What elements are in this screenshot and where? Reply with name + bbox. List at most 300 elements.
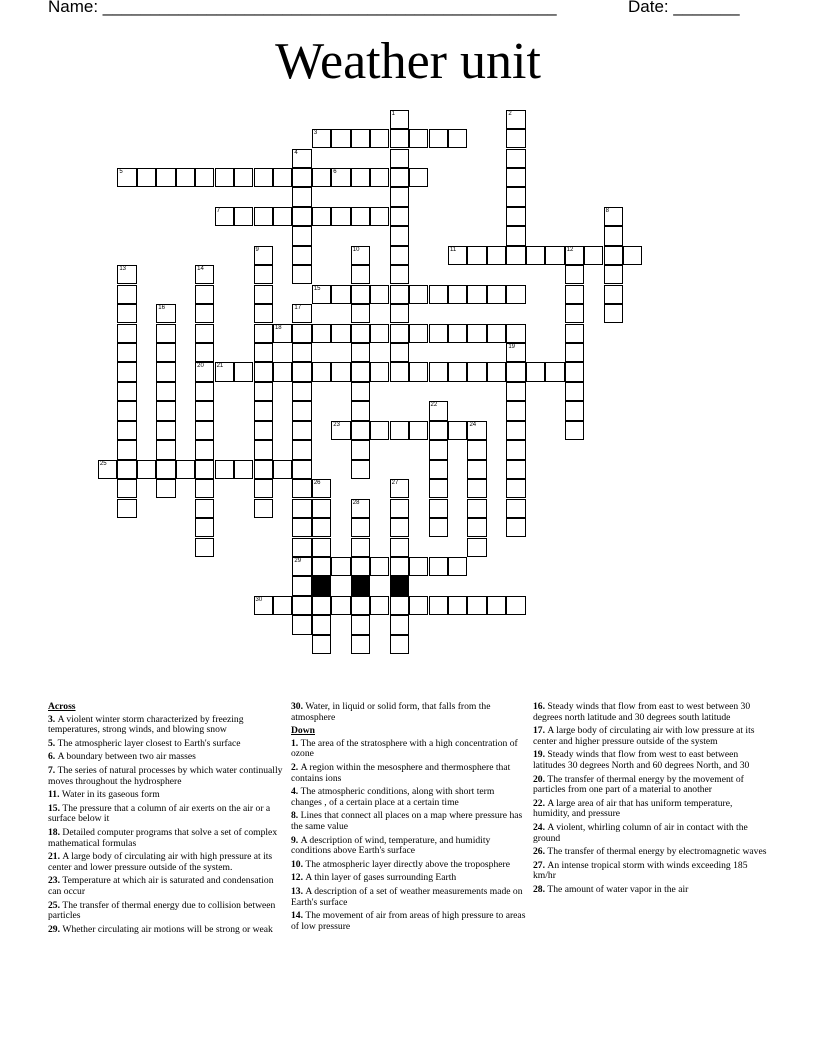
crossword-cell[interactable] — [506, 421, 525, 440]
crossword-cell[interactable] — [506, 479, 525, 498]
crossword-cell[interactable] — [604, 226, 623, 245]
crossword-cell[interactable] — [448, 129, 467, 148]
crossword-cell[interactable] — [429, 557, 448, 576]
crossword-cell[interactable] — [506, 362, 525, 381]
crossword-cell[interactable] — [117, 460, 136, 479]
crossword-cell[interactable] — [215, 207, 234, 226]
crossword-cell[interactable] — [506, 460, 525, 479]
crossword-cell[interactable] — [351, 304, 370, 323]
crossword-cell[interactable] — [195, 538, 214, 557]
down-clue — [291, 873, 527, 884]
black-square — [351, 576, 370, 595]
crossword-cell[interactable] — [117, 499, 136, 518]
across-clue — [48, 901, 284, 922]
crossword-cell[interactable] — [292, 518, 311, 537]
down-clue — [533, 750, 769, 771]
crossword-cell[interactable] — [215, 168, 234, 187]
crossword-cell[interactable] — [254, 304, 273, 323]
crossword-cell[interactable] — [195, 401, 214, 420]
clue-number-label: 21. — [48, 851, 63, 863]
clue-number-label: 24. — [533, 821, 548, 833]
clue-text: Lines that connect all places on a map where pressure has the same value — [291, 810, 523, 832]
crossword-cell[interactable] — [195, 265, 214, 284]
crossword-cell[interactable] — [506, 518, 525, 537]
crossword-cell[interactable] — [390, 479, 409, 498]
crossword-cell[interactable] — [506, 246, 525, 265]
crossword-cell[interactable] — [331, 285, 350, 304]
crossword-cell[interactable] — [254, 362, 273, 381]
crossword-cell[interactable] — [506, 596, 525, 615]
crossword-cell[interactable] — [390, 187, 409, 206]
crossword-cell[interactable] — [506, 285, 525, 304]
crossword-cell[interactable] — [117, 343, 136, 362]
clue-number: 13 — [119, 266, 127, 273]
crossword-cell[interactable] — [409, 557, 428, 576]
crossword-cell[interactable] — [429, 362, 448, 381]
crossword-cell[interactable] — [234, 362, 253, 381]
crossword-cell[interactable] — [506, 168, 525, 187]
crossword-cell[interactable] — [156, 362, 175, 381]
crossword-cell[interactable] — [156, 382, 175, 401]
crossword-cell[interactable] — [448, 557, 467, 576]
name-field[interactable]: Name: ________________________________________________ — [48, 0, 557, 16]
crossword-cell[interactable] — [117, 440, 136, 459]
crossword-cell[interactable] — [467, 499, 486, 518]
clue-number-label: 25. — [48, 899, 63, 911]
crossword-cell[interactable] — [429, 421, 448, 440]
crossword-cell[interactable] — [409, 129, 428, 148]
down-clue — [533, 823, 769, 844]
crossword-cell[interactable] — [390, 207, 409, 226]
crossword-cell[interactable] — [195, 304, 214, 323]
crossword-cell[interactable] — [117, 382, 136, 401]
crossword-cell[interactable] — [604, 304, 623, 323]
crossword-cell[interactable] — [195, 285, 214, 304]
crossword-cell[interactable] — [409, 324, 428, 343]
crossword-cell[interactable] — [156, 168, 175, 187]
crossword-cell[interactable] — [565, 304, 584, 323]
crossword-cell[interactable] — [604, 246, 623, 265]
clue-text: A large body of circulating air with high pressure at its center and lower pressure outside of the system. — [48, 851, 273, 873]
crossword-cell[interactable] — [292, 324, 311, 343]
clue-number-label: 2. — [291, 761, 301, 773]
crossword-cell[interactable] — [351, 362, 370, 381]
crossword-cell[interactable] — [409, 596, 428, 615]
crossword-cell[interactable] — [390, 343, 409, 362]
crossword-cell[interactable] — [429, 460, 448, 479]
crossword-cell[interactable] — [487, 362, 506, 381]
crossword-cell[interactable] — [195, 518, 214, 537]
crossword-cell[interactable] — [429, 479, 448, 498]
crossword-cell[interactable] — [176, 168, 195, 187]
crossword-cell[interactable] — [312, 499, 331, 518]
crossword-cell[interactable] — [467, 440, 486, 459]
crossword-cell[interactable] — [390, 538, 409, 557]
crossword-cell[interactable] — [409, 421, 428, 440]
crossword-cell[interactable] — [331, 168, 350, 187]
crossword-cell[interactable] — [467, 285, 486, 304]
crossword-cell[interactable] — [506, 499, 525, 518]
crossword-cell[interactable] — [487, 246, 506, 265]
crossword-cell[interactable] — [351, 343, 370, 362]
crossword-cell[interactable] — [604, 285, 623, 304]
crossword-cell[interactable] — [448, 362, 467, 381]
crossword-cell[interactable] — [448, 246, 467, 265]
clue-number-label: 12. — [291, 872, 306, 884]
crossword-cell[interactable] — [195, 362, 214, 381]
crossword-cell[interactable] — [195, 324, 214, 343]
crossword-cell[interactable] — [390, 324, 409, 343]
crossword-cell[interactable] — [429, 285, 448, 304]
crossword-cell[interactable] — [487, 596, 506, 615]
crossword-cell[interactable] — [273, 324, 292, 343]
crossword-cell[interactable] — [273, 207, 292, 226]
crossword-cell[interactable] — [487, 324, 506, 343]
crossword-cell[interactable] — [351, 499, 370, 518]
crossword-cell[interactable] — [390, 304, 409, 323]
clue-number-label: 28. — [533, 883, 548, 895]
crossword-cell[interactable] — [254, 246, 273, 265]
crossword-cell[interactable] — [234, 207, 253, 226]
crossword-cell[interactable] — [429, 129, 448, 148]
crossword-cell[interactable] — [448, 285, 467, 304]
crossword-cell[interactable] — [506, 440, 525, 459]
crossword-cell[interactable] — [370, 362, 389, 381]
crossword-cell[interactable] — [506, 226, 525, 245]
crossword-cell[interactable] — [117, 285, 136, 304]
crossword-cell[interactable] — [487, 285, 506, 304]
crossword-cell[interactable] — [156, 460, 175, 479]
crossword-cell[interactable] — [565, 362, 584, 381]
crossword-cell[interactable] — [506, 207, 525, 226]
crossword-cell[interactable] — [390, 110, 409, 129]
crossword-cell[interactable] — [467, 324, 486, 343]
crossword-cell[interactable] — [292, 615, 311, 634]
crossword-cell[interactable] — [312, 615, 331, 634]
crossword-cell[interactable] — [117, 401, 136, 420]
crossword-cell[interactable] — [312, 285, 331, 304]
crossword-cell[interactable] — [370, 129, 389, 148]
crossword-cell[interactable] — [292, 304, 311, 323]
crossword-cell[interactable] — [292, 479, 311, 498]
crossword-cell[interactable] — [215, 460, 234, 479]
crossword-cell[interactable] — [390, 265, 409, 284]
crossword-cell[interactable] — [351, 440, 370, 459]
crossword-cell[interactable] — [526, 362, 545, 381]
crossword-cell[interactable] — [351, 324, 370, 343]
crossword-cell[interactable] — [292, 382, 311, 401]
crossword-cell[interactable] — [409, 168, 428, 187]
crossword-cell[interactable] — [467, 479, 486, 498]
crossword-cell[interactable] — [506, 382, 525, 401]
crossword-cell[interactable] — [351, 596, 370, 615]
crossword-cell[interactable] — [195, 168, 214, 187]
crossword-cell[interactable] — [312, 129, 331, 148]
crossword-cell[interactable] — [312, 362, 331, 381]
crossword-cell[interactable] — [506, 149, 525, 168]
clue-text: A description of a set of weather measurements made on Earth's surface — [291, 885, 523, 908]
clue-number: 19 — [508, 344, 516, 350]
crossword-cell[interactable] — [390, 499, 409, 518]
crossword-cell[interactable] — [137, 460, 156, 479]
crossword-cell[interactable] — [312, 557, 331, 576]
crossword-cell[interactable] — [351, 168, 370, 187]
crossword-cell[interactable] — [292, 246, 311, 265]
crossword-cell[interactable] — [292, 343, 311, 362]
crossword-cell[interactable] — [312, 324, 331, 343]
crossword-cell[interactable] — [409, 285, 428, 304]
crossword-cell[interactable] — [156, 440, 175, 459]
crossword-cell[interactable] — [137, 168, 156, 187]
crossword-cell[interactable] — [565, 382, 584, 401]
crossword-cell[interactable] — [292, 265, 311, 284]
crossword-cell[interactable] — [370, 596, 389, 615]
crossword-cell[interactable] — [292, 149, 311, 168]
crossword-cell[interactable] — [429, 596, 448, 615]
crossword-cell[interactable] — [117, 168, 136, 187]
crossword-cell[interactable] — [390, 615, 409, 634]
crossword-cell[interactable] — [390, 246, 409, 265]
crossword-cell[interactable] — [565, 246, 584, 265]
crossword-cell[interactable] — [292, 596, 311, 615]
crossword-cell[interactable] — [254, 382, 273, 401]
clue-text: The transfer of thermal energy by electromagnetic waves — [547, 846, 767, 858]
crossword-cell[interactable] — [292, 538, 311, 557]
crossword-cell[interactable] — [254, 401, 273, 420]
crossword-cell[interactable] — [292, 576, 311, 595]
crossword-cell[interactable] — [156, 343, 175, 362]
crossword-cell[interactable] — [195, 421, 214, 440]
crossword-cell[interactable] — [351, 460, 370, 479]
crossword-cell[interactable] — [390, 129, 409, 148]
crossword-cell[interactable] — [429, 499, 448, 518]
crossword-cell[interactable] — [565, 265, 584, 284]
crossword-cell[interactable] — [390, 149, 409, 168]
crossword-cell[interactable] — [312, 635, 331, 654]
crossword-cell[interactable] — [292, 187, 311, 206]
crossword-cell[interactable] — [545, 246, 564, 265]
crossword-cell[interactable] — [604, 265, 623, 284]
crossword-cell[interactable] — [117, 421, 136, 440]
crossword-cell[interactable] — [370, 421, 389, 440]
clue-number: 21 — [216, 363, 224, 370]
crossword-cell[interactable] — [526, 246, 545, 265]
crossword-cell[interactable] — [390, 421, 409, 440]
crossword-cell[interactable] — [195, 343, 214, 362]
crossword-cell[interactable] — [254, 460, 273, 479]
crossword-cell[interactable] — [215, 362, 234, 381]
crossword-cell[interactable] — [117, 362, 136, 381]
crossword-cell[interactable] — [506, 110, 525, 129]
crossword-cell[interactable] — [390, 596, 409, 615]
crossword-cell[interactable] — [312, 479, 331, 498]
crossword-cell[interactable] — [331, 557, 350, 576]
crossword-cell[interactable] — [545, 362, 564, 381]
clue-number: 30 — [255, 596, 263, 603]
crossword-cell[interactable] — [448, 596, 467, 615]
crossword-cell[interactable] — [156, 304, 175, 323]
crossword-cell[interactable] — [98, 460, 117, 479]
clue-text: The atmospheric conditions, along with short term changes , of a certain place at a certain time — [291, 786, 495, 808]
crossword-cell[interactable] — [370, 324, 389, 343]
crossword-cell[interactable] — [292, 207, 311, 226]
crossword-cell[interactable] — [254, 285, 273, 304]
crossword-cell[interactable] — [506, 129, 525, 148]
crossword-cell[interactable] — [195, 382, 214, 401]
crossword-cell[interactable] — [351, 265, 370, 284]
crossword-cell[interactable] — [254, 440, 273, 459]
crossword-cell[interactable] — [351, 246, 370, 265]
crossword-cell[interactable] — [117, 304, 136, 323]
clue-number: 29 — [294, 557, 302, 564]
crossword-cell[interactable] — [467, 362, 486, 381]
crossword-cell[interactable] — [254, 499, 273, 518]
crossword-cell[interactable] — [254, 479, 273, 498]
crossword-cell[interactable] — [331, 324, 350, 343]
crossword-cell[interactable] — [390, 518, 409, 537]
crossword-cell[interactable] — [467, 538, 486, 557]
crossword-cell[interactable] — [254, 421, 273, 440]
crossword-cell[interactable] — [292, 362, 311, 381]
date-field[interactable]: Date: _______ — [628, 0, 740, 16]
crossword-cell[interactable] — [176, 460, 195, 479]
crossword-cell[interactable] — [390, 226, 409, 245]
crossword-cell[interactable] — [467, 460, 486, 479]
crossword-cell[interactable] — [565, 401, 584, 420]
crossword-cell[interactable] — [351, 557, 370, 576]
crossword-cell[interactable] — [351, 401, 370, 420]
crossword-cell[interactable] — [331, 421, 350, 440]
crossword-cell[interactable] — [390, 285, 409, 304]
crossword-cell[interactable] — [429, 518, 448, 537]
crossword-cell[interactable] — [370, 557, 389, 576]
crossword-cell[interactable] — [254, 343, 273, 362]
clue-number: 26 — [313, 480, 321, 487]
crossword-cell[interactable] — [292, 401, 311, 420]
crossword-cell[interactable] — [156, 324, 175, 343]
crossword-cell[interactable] — [234, 460, 253, 479]
clue-number-label: 26. — [533, 846, 548, 858]
crossword-cell[interactable] — [351, 382, 370, 401]
clue-number-label: 6. — [48, 751, 58, 763]
crossword-cell[interactable] — [292, 460, 311, 479]
crossword-cell[interactable] — [331, 207, 350, 226]
crossword-cell[interactable] — [390, 635, 409, 654]
crossword-cell[interactable] — [351, 207, 370, 226]
crossword-cell[interactable] — [565, 285, 584, 304]
crossword-cell[interactable] — [467, 246, 486, 265]
clue-number: 23 — [333, 421, 340, 428]
down-clue — [291, 887, 527, 908]
crossword-cell[interactable] — [312, 596, 331, 615]
crossword-cell[interactable] — [351, 538, 370, 557]
down-clue — [291, 836, 527, 857]
crossword-cell[interactable] — [254, 168, 273, 187]
crossword-cell[interactable] — [506, 187, 525, 206]
crossword-cell[interactable] — [292, 499, 311, 518]
crossword-cell[interactable] — [312, 518, 331, 537]
crossword-cell[interactable] — [409, 362, 428, 381]
crossword-cell[interactable] — [351, 421, 370, 440]
crossword-cell[interactable] — [390, 168, 409, 187]
crossword-cell[interactable] — [429, 324, 448, 343]
crossword-cell[interactable] — [506, 401, 525, 420]
crossword-cell[interactable] — [448, 421, 467, 440]
crossword-cell[interactable] — [370, 207, 389, 226]
crossword-cell[interactable] — [156, 421, 175, 440]
crossword-cell[interactable] — [351, 518, 370, 537]
crossword-cell[interactable] — [195, 499, 214, 518]
crossword-cell[interactable] — [584, 246, 603, 265]
crossword-cell[interactable] — [254, 596, 273, 615]
crossword-cell[interactable] — [273, 362, 292, 381]
crossword-cell[interactable] — [467, 421, 486, 440]
clue-number: 8 — [605, 207, 609, 214]
crossword-cell[interactable] — [254, 265, 273, 284]
crossword-cell[interactable] — [117, 324, 136, 343]
crossword-cell[interactable] — [312, 207, 331, 226]
crossword-cell[interactable] — [273, 460, 292, 479]
crossword-cell[interactable] — [604, 207, 623, 226]
crossword-cell[interactable] — [351, 635, 370, 654]
crossword-cell[interactable] — [292, 440, 311, 459]
crossword-cell[interactable] — [292, 421, 311, 440]
crossword-cell[interactable] — [331, 129, 350, 148]
crossword-cell[interactable] — [448, 324, 467, 343]
crossword-cell[interactable] — [195, 460, 214, 479]
crossword-cell[interactable] — [234, 168, 253, 187]
crossword-cell[interactable] — [273, 596, 292, 615]
down-clue — [291, 763, 527, 784]
crossword-cell[interactable] — [370, 285, 389, 304]
crossword-cell[interactable] — [467, 596, 486, 615]
crossword-cell[interactable] — [351, 129, 370, 148]
black-square — [390, 576, 409, 595]
crossword-cell[interactable] — [565, 421, 584, 440]
crossword-cell[interactable] — [467, 518, 486, 537]
crossword-cell[interactable] — [351, 615, 370, 634]
clue-number-label: 7. — [48, 764, 58, 776]
crossword-cell[interactable] — [506, 324, 525, 343]
crossword-cell[interactable] — [429, 440, 448, 459]
crossword-cell[interactable] — [254, 207, 273, 226]
crossword-cell[interactable] — [292, 557, 311, 576]
crossword-cell[interactable] — [370, 168, 389, 187]
crossword-cell[interactable] — [195, 440, 214, 459]
crossword-cell[interactable] — [312, 538, 331, 557]
crossword-cell[interactable] — [351, 285, 370, 304]
crossword-cell[interactable] — [273, 168, 292, 187]
crossword-cell[interactable] — [429, 401, 448, 420]
crossword-cell[interactable] — [117, 479, 136, 498]
crossword-cell[interactable] — [623, 246, 642, 265]
crossword-cell[interactable] — [292, 226, 311, 245]
crossword-cell[interactable] — [565, 324, 584, 343]
crossword-cell[interactable] — [254, 324, 273, 343]
crossword-cell[interactable] — [390, 362, 409, 381]
crossword-cell[interactable] — [506, 343, 525, 362]
crossword-cell[interactable] — [565, 343, 584, 362]
crossword-cell[interactable] — [331, 362, 350, 381]
crossword-cell[interactable] — [292, 168, 311, 187]
crossword-cell[interactable] — [390, 557, 409, 576]
crossword-cell[interactable] — [156, 401, 175, 420]
crossword-cell[interactable] — [117, 265, 136, 284]
crossword-cell[interactable] — [312, 168, 331, 187]
crossword-cell[interactable] — [156, 479, 175, 498]
crossword-cell[interactable] — [195, 479, 214, 498]
crossword-cell[interactable] — [331, 596, 350, 615]
